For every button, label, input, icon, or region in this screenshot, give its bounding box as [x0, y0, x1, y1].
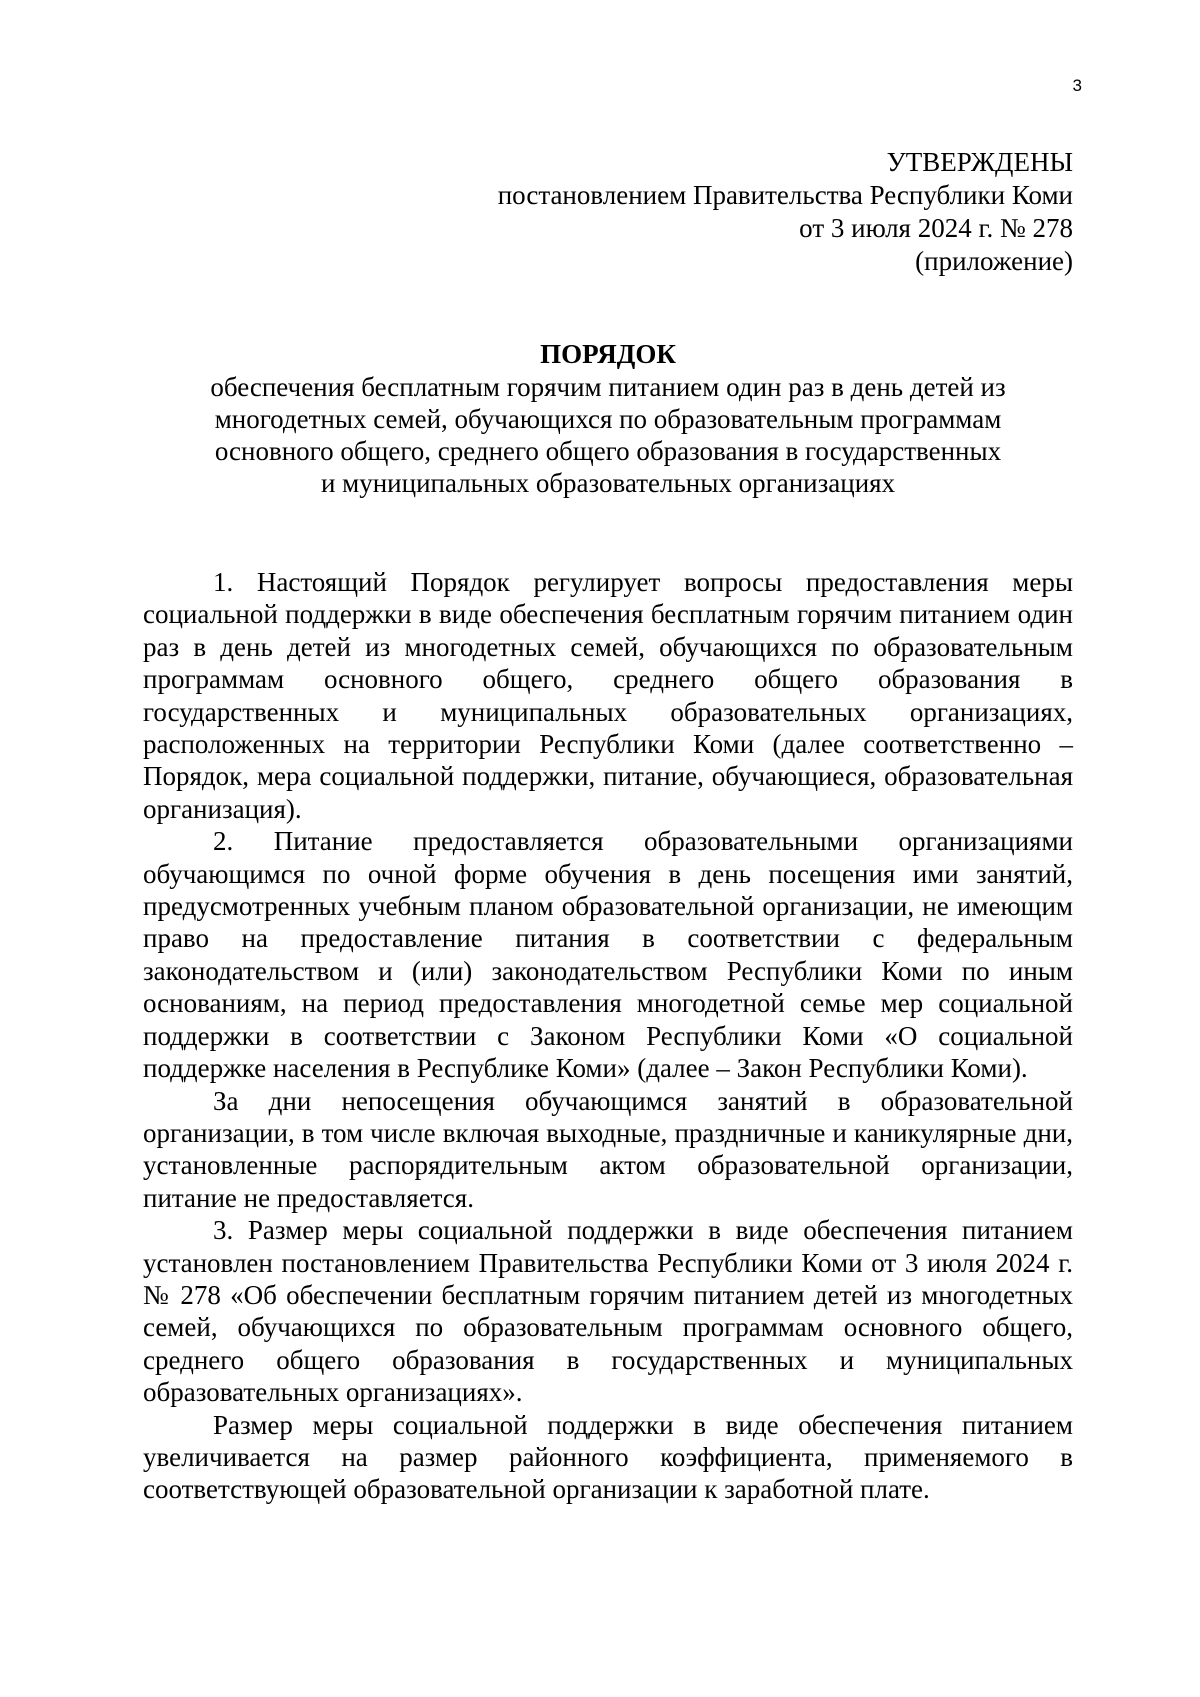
document-body [143, 566, 1073, 1506]
subtitle-line: и муниципальных образовательных организациях [320, 468, 896, 498]
paragraph-3-continued: Размер меры социальной поддержки в виде обеспечения питанием увеличивается на размер районного коэффициента, применяемого в соответствующей образовательной организации к заработной плате. [143, 1409, 1073, 1505]
approval-heading: УТВЕРЖДЕНЫ [886, 147, 1073, 177]
approval-authority: постановлением Правительства Республики Коми [497, 180, 1073, 210]
document-title-block [143, 338, 1073, 499]
page-number: 3 [1072, 76, 1082, 95]
document-title: ПОРЯДОК [540, 339, 676, 369]
approval-date-number: от 3 июля 2024 г. № 278 [799, 213, 1073, 243]
paragraph-3: 3. Размер меры социальной поддержки в виде обеспечения питанием установлен постановлением Правительства Республики Коми от 3 июля 2024 г. № 278 «Об обеспечении бесплатным горячим питанием детей из многодетных семей, обучающихся по образовательным программам основного общего, среднего общего образования в государственных и муниципальных образовательных организациях». [143, 1215, 1073, 1408]
document-subtitle [143, 371, 1073, 499]
paragraph-2: 2. Питание предоставляется образовательными организациями обучающимся по очной форме обучения в день посещения ими занятий, предусмотренных учебным планом образовательной организации, не имеющим право на предоставление питания в соответствии с федеральным законодательством и (или) законодательством Республики Коми по иным основаниям, на период предоставления многодетной семье мер социальной поддержки в соответствии с Законом Республики Коми «О социальной поддержке населения в Республике Коми» (далее – Закон Республики Коми). [143, 826, 1073, 1084]
subtitle-line: обеспечения бесплатным горячим питанием один раз в день детей из [210, 372, 1006, 402]
approval-appendix-note: (приложение) [915, 246, 1073, 276]
paragraph-1: 1. Настоящий Порядок регулирует вопросы предоставления меры социальной поддержки в виде обеспечения бесплатным горячим питанием один раз в день детей из многодетных семей, обучающихся по образовательным программам основного общего, среднего общего образования в государственных и муниципальных образовательных организациях, расположенных на территории Республики Коми (далее соответственно – Порядок, мера социальной поддержки, питание, обучающиеся, образовательная организация). [143, 567, 1073, 824]
approval-stamp-block [498, 146, 1073, 278]
subtitle-line: основного общего, среднего общего образования в государственных [214, 436, 1002, 466]
paragraph-2-continued: За дни непосещения обучающимся занятий в образовательной организации, в том числе включая выходные, праздничные и каникулярные дни, установленные распорядительным актом образовательной организации, питание не предоставляется. [143, 1085, 1073, 1213]
subtitle-line: многодетных семей, обучающихся по образовательным программам [214, 404, 1002, 434]
